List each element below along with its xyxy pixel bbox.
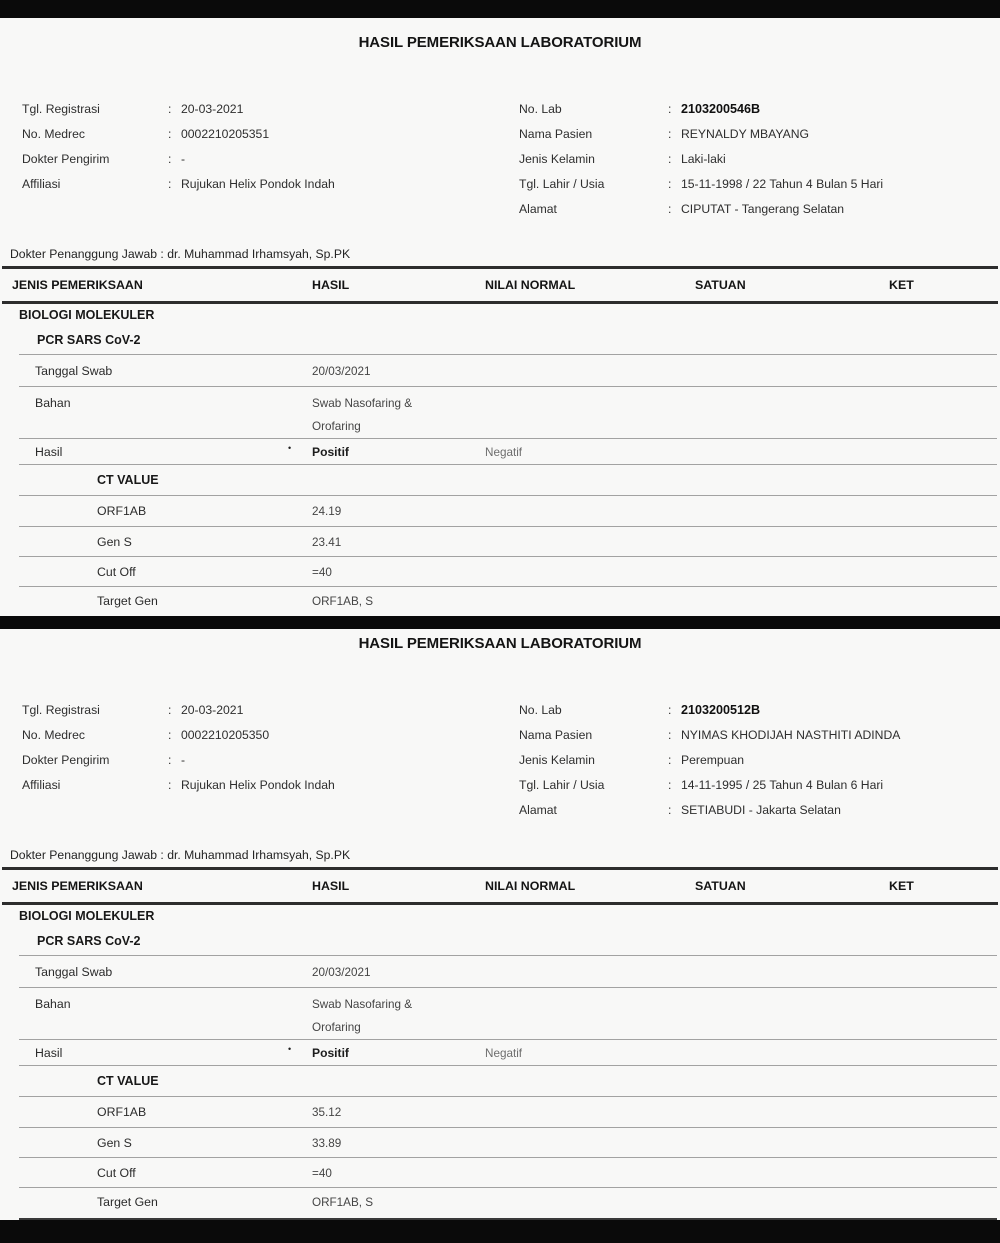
info-colon: : [168, 752, 172, 767]
info-row-nama-pasien [519, 722, 1000, 747]
row-label: Bahan [35, 396, 71, 410]
info-label: No. Lab [519, 101, 562, 116]
info-value: 15-11-1998 / 22 Tahun 4 Bulan 5 Hari [681, 176, 884, 191]
row-hasil-value-line2: Orofaring [312, 420, 361, 433]
info-row-dokter-pengirim [22, 747, 497, 772]
info-row-affiliasi [22, 171, 497, 196]
row-cut-off [19, 1158, 997, 1188]
table-body [19, 304, 997, 616]
info-colon: : [168, 126, 172, 141]
row-label: Gen S [97, 1135, 132, 1150]
info-colon: : [168, 702, 172, 717]
info-colon: : [668, 777, 672, 792]
info-row-no-medrec [22, 722, 497, 747]
info-label: Dokter Pengirim [22, 752, 110, 767]
info-row-nama-pasien [519, 121, 1000, 146]
row-hasil-value: 23.41 [312, 535, 342, 549]
row-label: Hasil [35, 444, 63, 459]
row-target-gen [19, 587, 997, 615]
patient-info-section [0, 96, 1000, 221]
info-row-jenis-kelamin [519, 146, 1000, 171]
info-colon: : [168, 176, 172, 191]
col-header-nilai-normal: NILAI NORMAL [485, 278, 576, 292]
row-label: Target Gen [97, 594, 158, 608]
info-row-no-lab [519, 697, 1000, 722]
col-header-nilai-normal: NILAI NORMAL [485, 879, 576, 893]
row-bahan [19, 988, 997, 1040]
info-value: Laki-laki [681, 151, 726, 166]
info-value: 0002210205350 [181, 727, 270, 742]
results-table [0, 266, 1000, 616]
patient-name-value: REYNALDY MBAYANG [681, 126, 810, 141]
row-hasil-value-line1: Swab Nasofaring & [312, 397, 413, 410]
info-label: Tgl. Registrasi [22, 101, 100, 116]
section-label: PCR SARS CoV-2 [37, 934, 141, 948]
col-header-hasil: HASIL [312, 879, 350, 893]
row-label: Cut Off [97, 564, 136, 579]
row-label: ORF1AB [97, 1105, 147, 1119]
info-colon: : [668, 727, 672, 742]
info-label: Tgl. Lahir / Usia [519, 777, 605, 792]
info-row-jenis-kelamin [519, 747, 1000, 772]
row-result-positif: Positif [312, 1045, 349, 1060]
section-row-biologi-molekuler [19, 304, 997, 326]
section-row-ct-value [19, 465, 997, 496]
info-value: 0002210205351 [181, 126, 270, 141]
info-value: SETIABUDI - Jakarta Selatan [681, 802, 841, 817]
row-normal-value: Negatif [485, 445, 523, 459]
patient-name-value: NYIMAS KHODIJAH NASTHITI ADINDA [681, 727, 901, 742]
info-colon: : [668, 151, 672, 166]
info-row-tgl-lahir-usia [519, 772, 1000, 797]
col-header-hasil: HASIL [312, 278, 350, 292]
info-label: Jenis Kelamin [519, 151, 595, 166]
section-row-pcr-sars-cov2 [19, 927, 997, 956]
row-cut-off [19, 557, 997, 587]
info-column-left [0, 697, 497, 822]
info-label: No. Lab [519, 702, 562, 717]
row-hasil [19, 439, 997, 465]
info-row-no-lab [519, 96, 1000, 121]
info-column-left [0, 96, 497, 221]
row-label: Tanggal Swab [35, 964, 113, 979]
section-label: CT VALUE [97, 1074, 159, 1088]
info-value: Rujukan Helix Pondok Indah [181, 176, 335, 191]
row-label: Hasil [35, 1045, 63, 1060]
info-colon: : [668, 802, 672, 817]
section-label: BIOLOGI MOLEKULER [19, 909, 155, 923]
bullet-marker-icon: • [288, 443, 292, 453]
bullet-marker-icon: • [288, 1044, 292, 1054]
info-value: 20-03-2021 [181, 702, 244, 717]
row-hasil-value: 24.19 [312, 505, 342, 518]
info-row-alamat [519, 196, 1000, 221]
section-label: PCR SARS CoV-2 [37, 333, 141, 347]
middle-black-divider-bar [0, 616, 1000, 629]
info-label: Affiliasi [22, 176, 61, 191]
info-label: Tgl. Registrasi [22, 702, 100, 717]
table-header-row [0, 870, 1000, 902]
row-label: Tanggal Swab [35, 363, 113, 378]
info-row-affiliasi [22, 772, 497, 797]
info-value: - [181, 151, 186, 166]
row-hasil [19, 1040, 997, 1066]
section-label: BIOLOGI MOLEKULER [19, 308, 155, 322]
row-label: Bahan [35, 997, 71, 1011]
bottom-black-bar [0, 1220, 1000, 1243]
info-colon: : [168, 151, 172, 166]
info-label: Affiliasi [22, 777, 61, 792]
row-hasil-value: =40 [312, 1166, 332, 1180]
info-value: 14-11-1995 / 25 Tahun 4 Bulan 6 Hari [681, 777, 884, 792]
row-normal-value: Negatif [485, 1046, 523, 1060]
row-hasil-value: ORF1AB, S [312, 1196, 374, 1209]
info-label: Alamat [519, 802, 557, 817]
row-gen-s [19, 1128, 997, 1158]
row-gen-s [19, 527, 997, 557]
col-header-jenis-pemeriksaan: JENIS PEMERIKSAAN [12, 278, 143, 292]
row-label: Gen S [97, 534, 132, 549]
lab-report-2 [0, 629, 1000, 1220]
row-hasil-value: 33.89 [312, 1136, 342, 1150]
lab-number-value: 2103200512B [681, 702, 761, 717]
info-colon: : [168, 727, 172, 742]
info-value: 20-03-2021 [181, 101, 244, 116]
info-value: Rujukan Helix Pondok Indah [181, 777, 335, 792]
info-colon: : [168, 777, 172, 792]
top-black-bar [0, 0, 1000, 18]
report-title: HASIL PEMERIKSAAN LABORATORIUM [358, 34, 642, 51]
patient-info-section [0, 697, 1000, 822]
responsible-doctor-line: Dokter Penanggung Jawab : dr. Muhammad Irhamsyah, Sp.PK [10, 247, 351, 261]
lab-number-value: 2103200546B [681, 101, 761, 116]
info-label: Dokter Pengirim [22, 151, 110, 166]
info-value: - [181, 752, 186, 767]
info-label: Nama Pasien [519, 727, 593, 742]
info-row-tgl-registrasi [22, 697, 497, 722]
section-row-ct-value [19, 1066, 997, 1097]
row-hasil-value-line1: Swab Nasofaring & [312, 998, 413, 1011]
info-row-dokter-pengirim [22, 146, 497, 171]
info-row-tgl-lahir-usia [519, 171, 1000, 196]
section-row-biologi-molekuler [19, 905, 997, 927]
row-orf1ab [19, 1097, 997, 1128]
table-header-row [0, 269, 1000, 301]
info-value: CIPUTAT - Tangerang Selatan [681, 201, 845, 216]
info-label: Jenis Kelamin [519, 752, 595, 767]
info-label: Nama Pasien [519, 126, 593, 141]
info-colon: : [668, 176, 672, 191]
info-column-right [497, 697, 1000, 822]
row-tanggal-swab [19, 956, 997, 988]
info-label: No. Medrec [22, 727, 85, 742]
row-hasil-value: 35.12 [312, 1106, 342, 1119]
col-header-jenis-pemeriksaan: JENIS PEMERIKSAAN [12, 879, 143, 893]
row-label: ORF1AB [97, 504, 147, 518]
info-colon: : [668, 201, 672, 216]
lab-report-1 [0, 18, 1000, 616]
row-hasil-value: ORF1AB, S [312, 595, 374, 608]
responsible-doctor-line: Dokter Penanggung Jawab : dr. Muhammad Irhamsyah, Sp.PK [10, 848, 351, 862]
row-hasil-value: =40 [312, 565, 332, 579]
row-target-gen [19, 1188, 997, 1216]
row-bahan [19, 387, 997, 439]
section-label: CT VALUE [97, 473, 159, 487]
section-row-pcr-sars-cov2 [19, 326, 997, 355]
row-tanggal-swab [19, 355, 997, 387]
results-table [0, 867, 1000, 1220]
col-header-ket: KET [889, 278, 914, 292]
row-label: Target Gen [97, 1195, 158, 1209]
info-colon: : [168, 101, 172, 116]
info-label: Alamat [519, 201, 557, 216]
row-result-positif: Positif [312, 444, 349, 459]
report-title: HASIL PEMERIKSAAN LABORATORIUM [358, 635, 642, 652]
info-row-tgl-registrasi [22, 96, 497, 121]
info-colon: : [668, 126, 672, 141]
info-row-alamat [519, 797, 1000, 822]
info-label: Tgl. Lahir / Usia [519, 176, 605, 191]
col-header-satuan: SATUAN [695, 879, 746, 893]
row-label: Cut Off [97, 1165, 136, 1180]
info-colon: : [668, 752, 672, 767]
info-colon: : [668, 702, 672, 717]
info-value: Perempuan [681, 752, 745, 767]
info-label: No. Medrec [22, 126, 85, 141]
col-header-satuan: SATUAN [695, 278, 746, 292]
info-column-right [497, 96, 1000, 221]
row-hasil-value: 20/03/2021 [312, 364, 371, 378]
row-hasil-value-line2: Orofaring [312, 1021, 361, 1034]
row-hasil-value: 20/03/2021 [312, 965, 371, 979]
table-body [19, 905, 997, 1220]
col-header-ket: KET [889, 879, 914, 893]
info-colon: : [668, 101, 672, 116]
info-row-no-medrec [22, 121, 497, 146]
row-orf1ab [19, 496, 997, 527]
